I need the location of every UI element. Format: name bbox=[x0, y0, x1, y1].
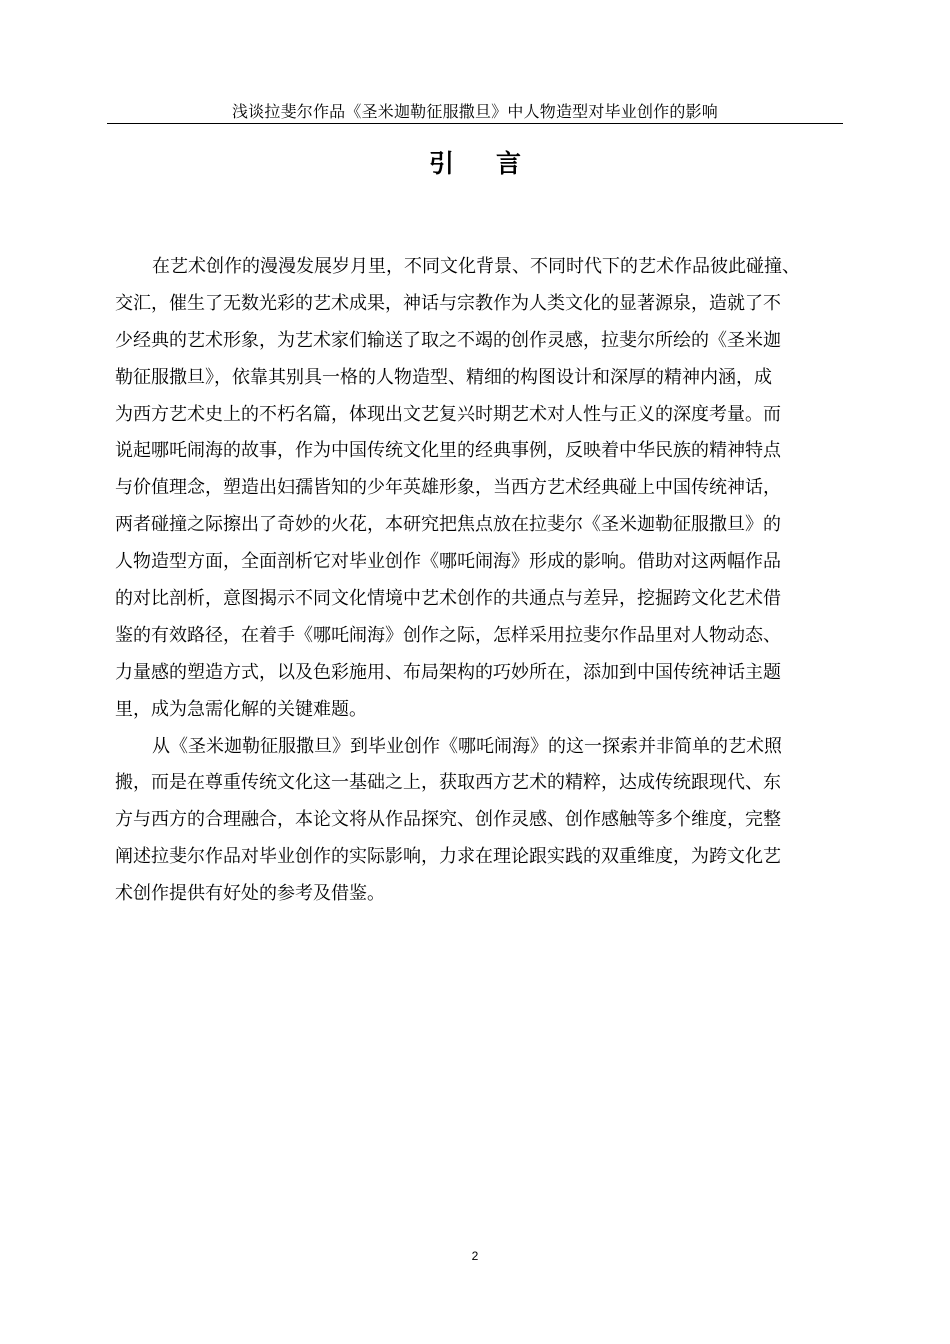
paragraph-1-line-9: 人物造型方面，全面剖析它对毕业创作《哪吒闹海》形成的影响。借助对这两幅作品 bbox=[115, 551, 781, 573]
paragraph-1-line-1: 在艺术创作的漫漫发展岁月里，不同文化背景、不同时代下的艺术作品彼此碰撞、 bbox=[152, 256, 800, 277]
paragraph-2-line-1: 从《圣米迦勒征服撒旦》到毕业创作《哪吒闹海》的这一探索并非简单的艺术照 bbox=[152, 735, 782, 757]
paragraph-1-line-3: 少经典的艺术形象，为艺术家们输送了取之不竭的创作灵感，拉斐尔所绘的《圣米迦 bbox=[115, 329, 781, 351]
paragraph-1-line-2: 交汇，催生了无数光彩的艺术成果，神话与宗教作为人类文化的显著源泉，造就了不 bbox=[115, 292, 781, 314]
paragraph-1-line-8: 两者碰撞之际擦出了奇妙的火花，本研究把焦点放在拉斐尔《圣米迦勒征服撒旦》的 bbox=[115, 514, 781, 536]
paragraph-1-line-7: 与价值理念，塑造出妇孺皆知的少年英雄形象，当西方艺术经典碰上中国传统神话， bbox=[115, 477, 781, 499]
paragraph-1-line-10: 的对比剖析，意图揭示不同文化情境中艺术创作的共通点与差异，挖掘跨文化艺术借 bbox=[115, 588, 781, 610]
paragraph-2-line-5: 术创作提供有好处的参考及借鉴。 bbox=[115, 883, 385, 905]
page-number: 2 bbox=[471, 1249, 479, 1263]
paragraph-1-line-6: 说起哪吒闹海的故事，作为中国传统文化里的经典事例，反映着中华民族的精神特点 bbox=[115, 440, 781, 462]
section-title: 引言 bbox=[428, 149, 563, 178]
paragraph-2-line-3: 方与西方的合理融合，本论文将从作品探究、创作灵感、创作感触等多个维度，完整 bbox=[115, 809, 781, 831]
paragraph-2-line-4: 阐述拉斐尔作品对毕业创作的实际影响，力求在理论跟实践的双重维度，为跨文化艺 bbox=[115, 846, 781, 868]
header-divider bbox=[107, 123, 843, 124]
paragraph-1-line-13: 里，成为急需化解的关键难题。 bbox=[115, 698, 367, 720]
paragraph-1-line-12: 力量感的塑造方式，以及色彩施用、布局架构的巧妙所在，添加到中国传统神话主题 bbox=[115, 661, 781, 683]
running-header: 浅谈拉斐尔作品《圣米迦勒征服撒旦》中人物造型对毕业创作的影响 bbox=[231, 102, 718, 121]
paragraph-2-line-2: 搬，而是在尊重传统文化这一基础之上，获取西方艺术的精粹，达成传统跟现代、东 bbox=[115, 772, 781, 794]
paragraph-1-line-11: 鉴的有效路径，在着手《哪吒闹海》创作之际，怎样采用拉斐尔作品里对人物动态、 bbox=[115, 624, 781, 646]
body-text bbox=[115, 249, 843, 913]
paragraph-1-line-5: 为西方艺术史上的不朽名篇，体现出文艺复兴时期艺术对人性与正义的深度考量。而 bbox=[115, 403, 781, 425]
paragraph-1-line-4: 勒征服撒旦》，依靠其别具一格的人物造型、精细的构图设计和深厚的精神内涵，成 bbox=[115, 366, 772, 388]
